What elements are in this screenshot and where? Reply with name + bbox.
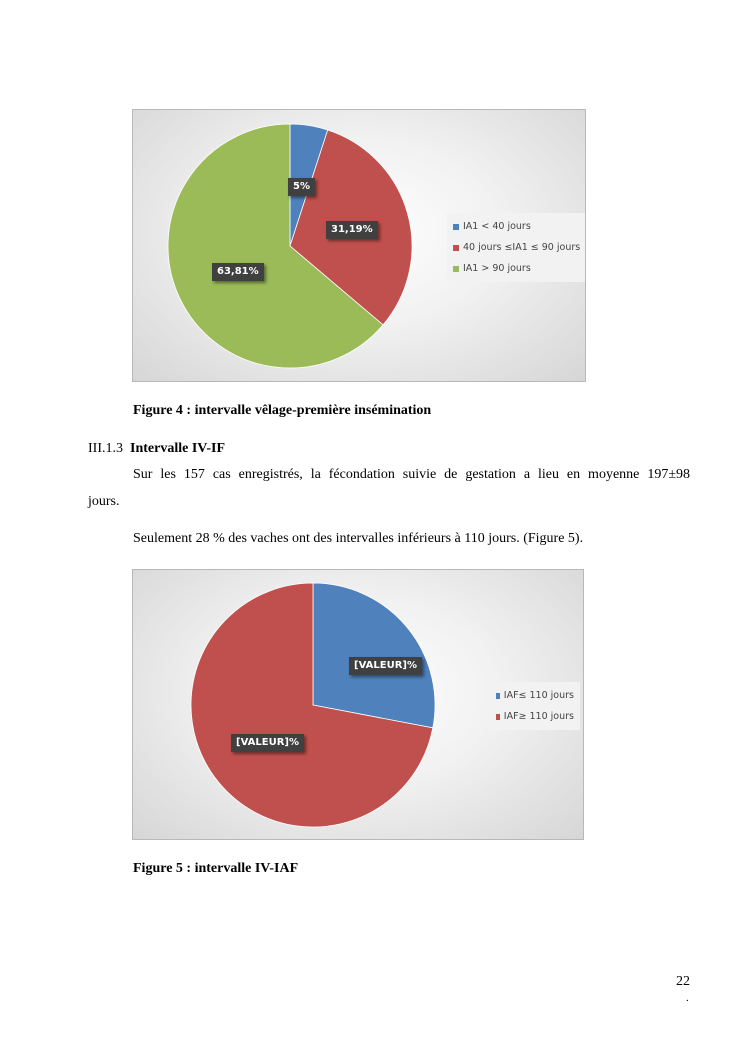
legend-swatch	[453, 266, 459, 272]
figure5-legend	[490, 682, 580, 730]
legend-label: IAF≥ 110 jours	[503, 711, 574, 722]
figure4-label-2: 63,81%	[212, 263, 264, 281]
legend-swatch	[496, 693, 500, 699]
figure4-legend-item-0	[453, 216, 583, 237]
paragraph-1-line-1: Sur les 157 cas enregistrés, la fécondation suivie de gestation a lieu en moyenne 197±98	[133, 467, 690, 482]
figure4-label-0: 5%	[288, 178, 315, 196]
paragraph-2: Seulement 28 % des vaches ont des intervalles inférieurs à 110 jours. (Figure 5).	[133, 531, 584, 546]
paragraph-1-line-2: jours.	[88, 494, 120, 509]
figure4-caption: Figure 4 : intervalle vêlage-première insémination	[133, 403, 432, 418]
legend-label: IA1 < 40 jours	[463, 221, 531, 232]
legend-label: IAF≤ 110 jours	[503, 690, 574, 701]
page-number: 22	[676, 974, 690, 989]
legend-label: 40 jours ≤IA1 ≤ 90 jours	[463, 242, 581, 253]
legend-label: IA1 > 90 jours	[463, 263, 531, 274]
figure5-label-1: [VALEUR]%	[231, 734, 304, 752]
section-title: Intervalle IV-IF	[130, 441, 225, 456]
legend-swatch	[453, 245, 459, 251]
figure5-legend-item-0	[496, 685, 574, 706]
footer-dot: .	[686, 992, 689, 1004]
figure4-legend-item-2	[453, 258, 583, 279]
legend-swatch	[453, 224, 459, 230]
figure5-label-0: [VALEUR]%	[349, 657, 422, 675]
figure4-legend	[447, 213, 586, 282]
legend-swatch	[496, 714, 500, 720]
figure5-slice-0	[313, 583, 435, 728]
figure5-chart	[132, 569, 584, 840]
figure5-legend-item-1	[496, 706, 574, 727]
section-heading	[88, 441, 225, 457]
figure4-legend-item-1	[453, 237, 583, 258]
figure5-caption: Figure 5 : intervalle IV-IAF	[133, 861, 299, 876]
section-number: III.1.3	[88, 441, 123, 456]
figure4-label-1: 31,19%	[326, 221, 378, 239]
figure4-chart	[132, 109, 586, 382]
